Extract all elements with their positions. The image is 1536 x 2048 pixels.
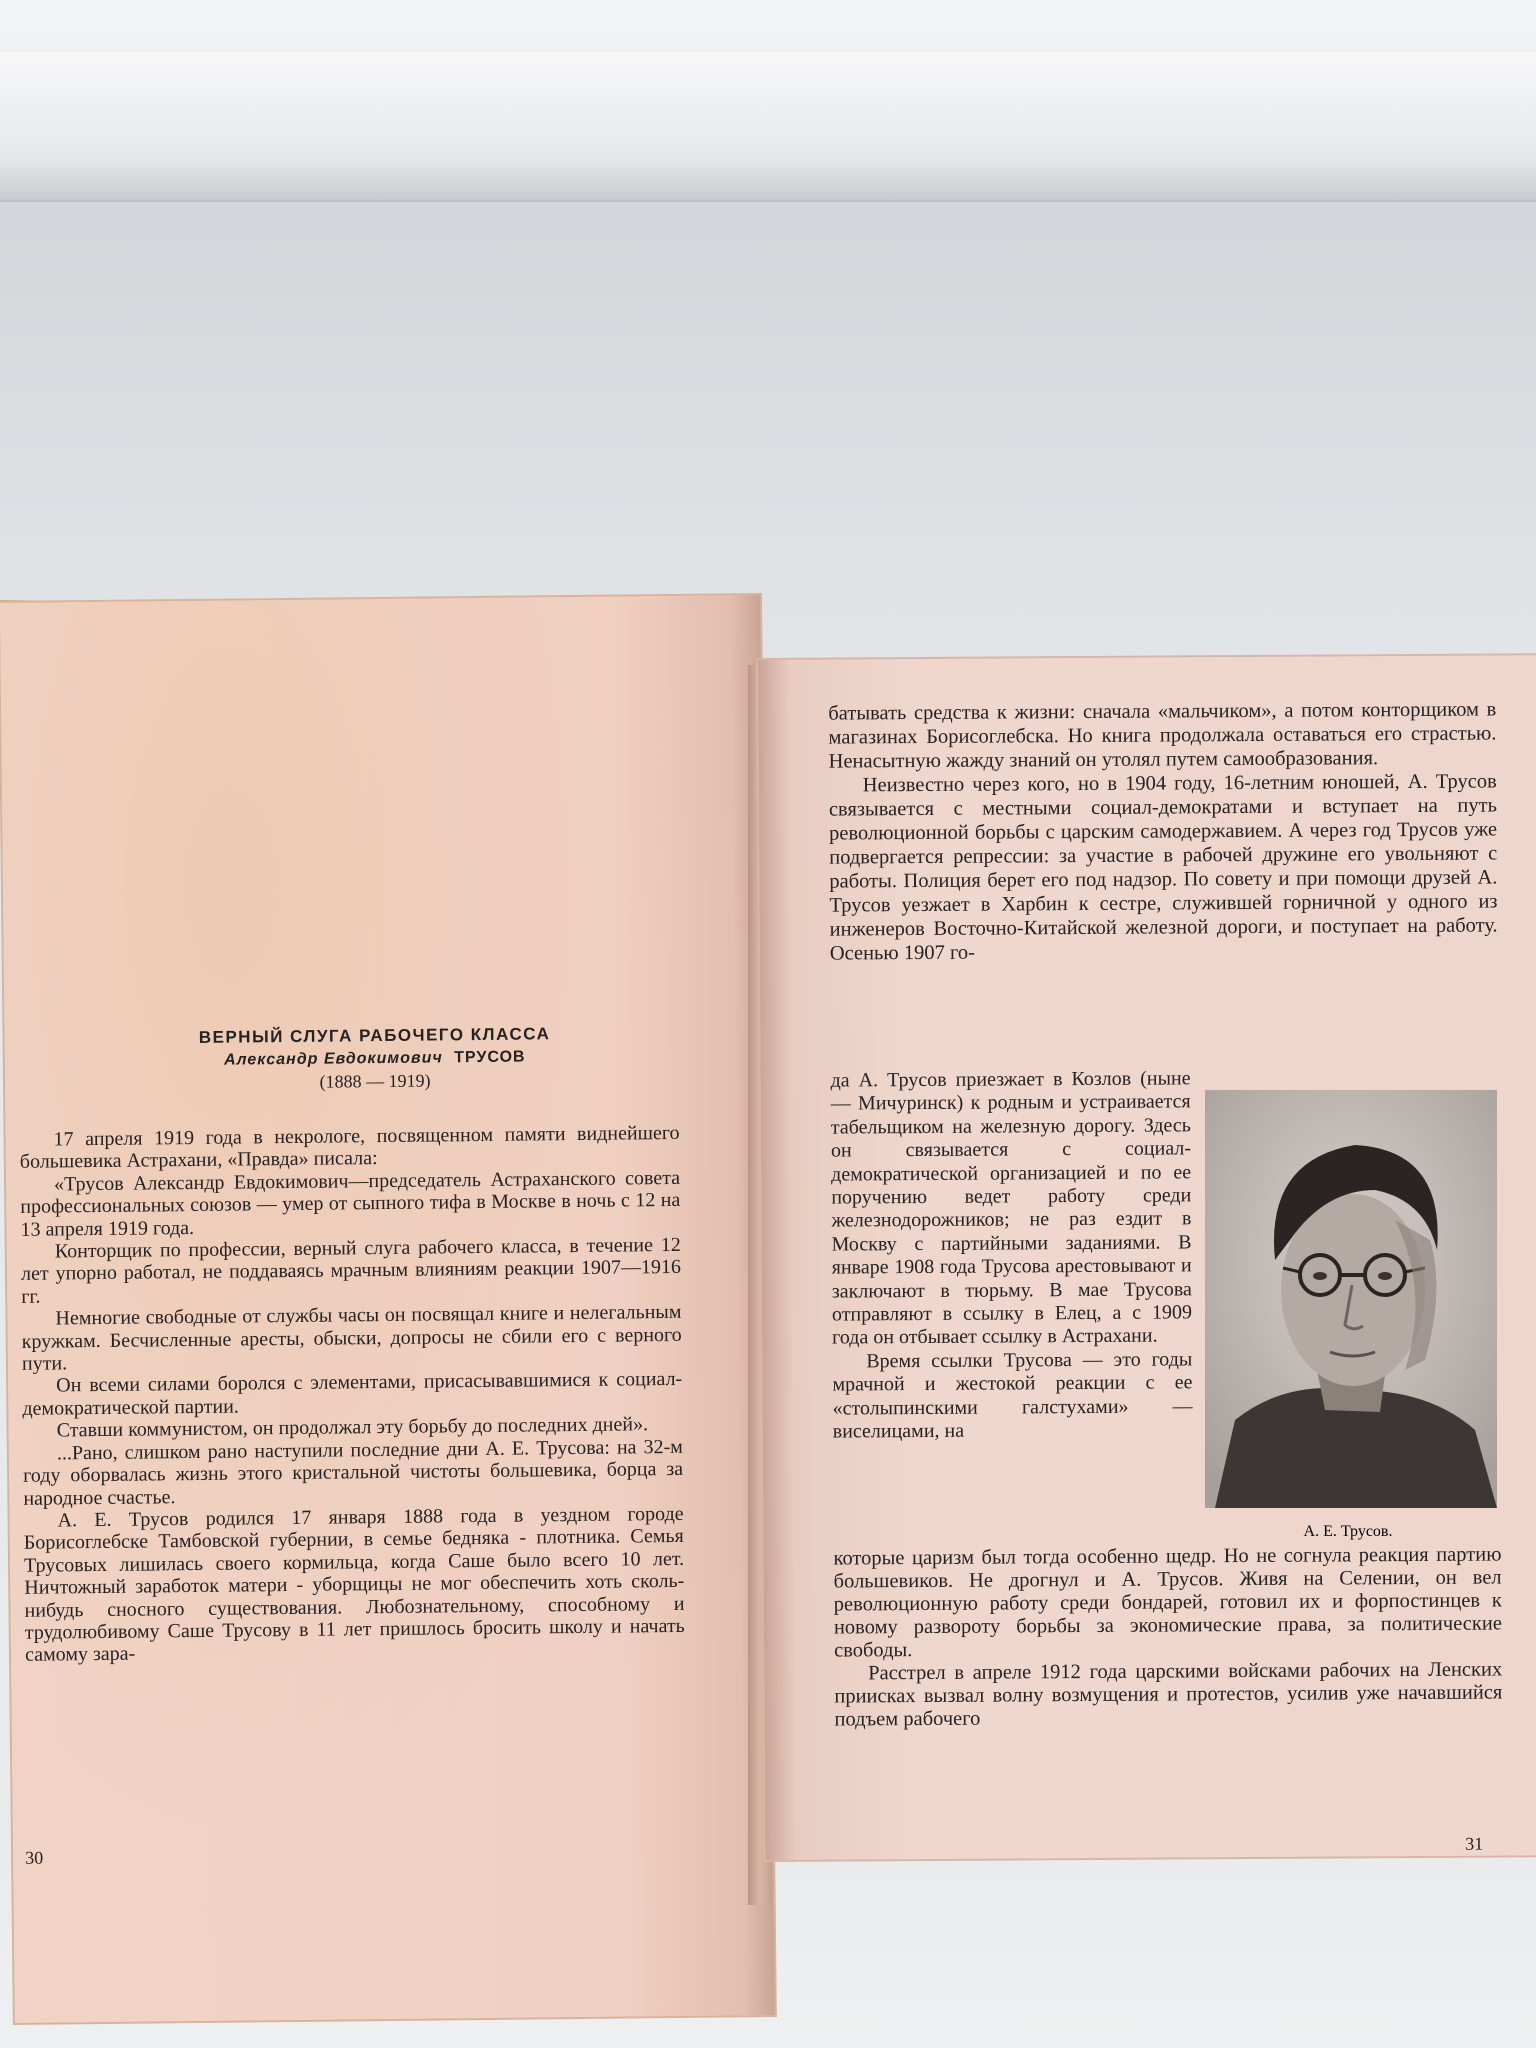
portrait-photo [1205, 1090, 1497, 1508]
article-subtitle [155, 1048, 595, 1071]
paragraph: Он всеми силами боролся с элементами, присасывавшимися к социал-демократической партии. [22, 1368, 683, 1420]
paragraph: да А. Трусов приезжает в Козлов (ныне — Мичуринск) к родным и устраивается табельщиком на железную дорогу. Здесь он связывается с социал-демократической организацией и по ее поручению ведет работу среди железнодорожников; не раз ездит в Москву с партийными заданиями. В январе 1908 года Трусова арестовывают и заключают в тюрьму. В мае Трусова отправляют в ссылку в Елец, а с 1909 года он отбывает ссылку в Астрахани. [830, 1067, 1193, 1350]
article-title: ВЕРНЫЙ СЛУГА РАБОЧЕГО КЛАССА [198, 1024, 551, 1047]
left-page-body [20, 1122, 686, 1667]
article-dates: (1888 — 1919) [319, 1070, 431, 1092]
portrait-drawing [1205, 1090, 1497, 1508]
left-page [0, 595, 775, 2023]
paragraph: ...Рано, слишком рано наступили последние дни А. Е. Трусова: на 32-м году оборвалась жизнь этого кристальной чистоты большевика, борца за народное счастье. [23, 1435, 684, 1510]
page-number-left: 30 [25, 1847, 44, 1868]
paragraph: А. Е. Трусов родился 17 января 1888 года в уездном городе Борисоглебске Тамбовской губернии, в семье бедняка - плотника. Семья Трусовых лишилась своего кормильца, когда Саше было всего 10 лет. Ничтожный заработок матери - уборщицы не мог обеспечить хоть сколь-нибудь сносного существования. Любознательному, способному и трудолюбивому Саше Трусову в 11 лет пришлось бросить школу и начать самому зара- [23, 1502, 685, 1667]
paragraph: Неизвестно через кого, но в 1904 году, 16-летним юношей, А. Трусов связывается с местными социал-демократами и вступает на путь революционной борьбы с царским самодержавием. А через год Трусов уже подвергается репрессии: за участие в рабочей дружине его увольняют с работы. Полиция берет его под надзор. По совету и при помощи друзей А. Трусов уезжает в Харбин к сестре, служившей горничной у одного из инженеров Восточно-Китайской железной дороги, и поступает на работу. Осенью 1907 го- [828, 770, 1498, 965]
right-page-top-text [828, 697, 1498, 965]
right-page-column-text [831, 1067, 1193, 1444]
subtitle-surname: ТРУСОВ [454, 1048, 526, 1067]
right-page-bottom-text [833, 1543, 1502, 1731]
paragraph: батывать средства к жизни: сначала «мальчиком», а потом конторщиком в магазинах Борисоглебска. Но книга продолжала оставаться его страстью. Ненасытную жажду знаний он утолял путем самообразования. [828, 698, 1497, 773]
photo-caption: А. Е. Трусов. [1303, 1523, 1393, 1540]
paragraph: 17 апреля 1919 года в некрологе, посвященном памяти виднейшего большевика Астрахани, «Правда» писала: [19, 1121, 680, 1174]
paragraph: Конторщик по профессии, верный слуга рабочего класса, в течение 12 лет упорно работал, не поддаваясь мрачным влияниям реакции 1907—1916 гг. [20, 1233, 682, 1308]
paragraph: Немногие свободные от службы часы он посвящал книге и нелегальным кружкам. Бесчисленные аресты, обыски, допросы не сбили его с верного пути. [21, 1301, 682, 1375]
paragraph: «Трусов Александр Евдокимович—председатель Астраханского совета профессиональных союзов — умер от сыпного тифа в Москве в ночь с 12 на 13 апреля 1919 года. [20, 1166, 681, 1241]
page-number-right: 31 [1465, 1833, 1484, 1854]
paragraph: Расстрел в апреле 1912 года царскими войсками рабочих на Ленских приисках вызвал волну возмущения и протестов, усилив уже начавшийся подъем рабочего [834, 1658, 1503, 1731]
paragraph: которые царизм был тогда особенно щедр. Но не согнула реакция партию большевиков. Не дрогнул и А. Трусов. Живя на Селении, он вел революционную работу среди бондарей, готовил их и форпостинцев к новому развороту борьбы за экономические права, за политические свободы. [833, 1543, 1502, 1662]
shelf-edge [0, 52, 1536, 202]
paragraph: Ставши коммунистом, он продолжал эту борьбу до последних дней». [56, 1413, 649, 1442]
paragraph: Время ссылки Трусова — это годы мрачной и жестокой реакции с ее «столыпинскими галстухами» — виселицами, на [832, 1348, 1193, 1443]
subtitle-first-names: Александр Евдокимович [223, 1049, 443, 1069]
article-title-block [154, 1024, 595, 1095]
